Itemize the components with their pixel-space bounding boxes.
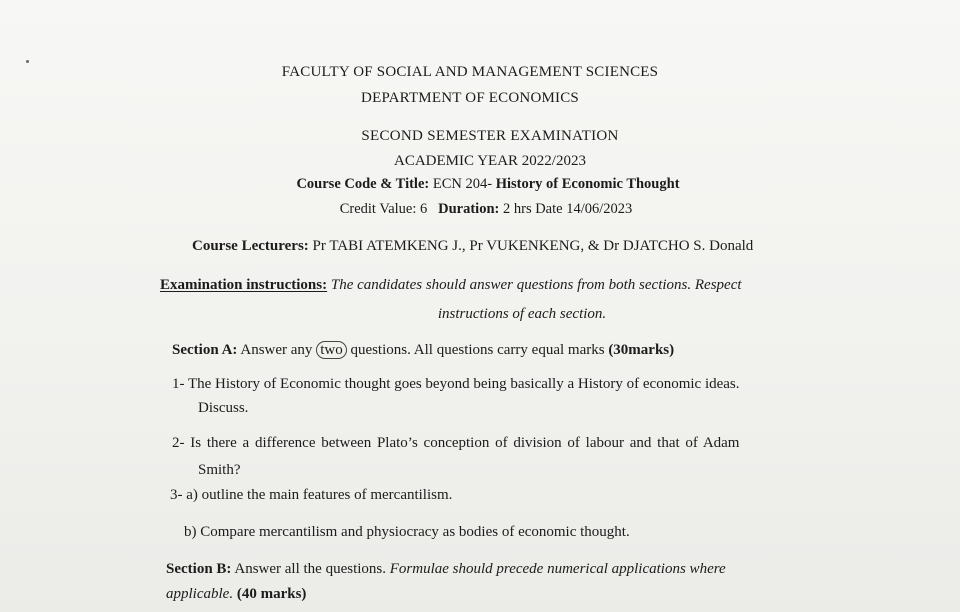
lecturers-label: Course Lecturers: bbox=[192, 238, 309, 254]
section-a-label: Section A: bbox=[172, 342, 238, 358]
section-a-header bbox=[172, 342, 674, 359]
section-b-marks: (40 marks) bbox=[236, 586, 307, 602]
department-heading: DEPARTMENT OF ECONOMICS bbox=[361, 90, 579, 106]
section-a-text-pre: Answer any bbox=[240, 342, 313, 358]
question-2-line-1: 2- Is there a difference between Plato’s conception of division of labour and that of Adam bbox=[172, 435, 740, 451]
duration-date: 2 hrs Date 14/06/2023 bbox=[502, 201, 633, 217]
course-lecturers bbox=[192, 238, 753, 255]
section-b-line-2 bbox=[166, 586, 306, 603]
lecturers-names: Pr TABI ATEMKENG J., Pr VUKENKENG, & Dr DJATCHO S. Donald bbox=[312, 238, 754, 254]
question-1-line-1: 1- The History of Economic thought goes beyond being basically a History of economic ideas. bbox=[172, 376, 740, 392]
question-3a: 3- a) outline the main features of mercantilism. bbox=[170, 487, 453, 503]
section-b-italic-line-1: Formulae should precede numerical applications where bbox=[389, 561, 726, 577]
section-b-text: Answer all the questions. bbox=[234, 561, 386, 577]
instructions-label: Examination instructions: bbox=[160, 277, 328, 293]
circled-word: two bbox=[316, 341, 347, 359]
duration-label: Duration: bbox=[438, 201, 500, 217]
course-title: History of Economic Thought bbox=[495, 176, 680, 192]
section-b-header bbox=[166, 561, 726, 578]
academic-year: ACADEMIC YEAR 2022/2023 bbox=[394, 153, 586, 169]
credit-value: Credit Value: 6 bbox=[339, 201, 428, 217]
instructions-line-2: instructions of each section. bbox=[437, 306, 607, 322]
section-a-text-post: questions. All questions carry equal marks bbox=[350, 342, 605, 358]
instructions-line-1: The candidates should answer questions from both sections. Respect bbox=[330, 277, 742, 293]
section-b-italic-line-2: applicable. bbox=[166, 586, 234, 602]
question-1-line-2: Discuss. bbox=[198, 400, 249, 416]
faculty-heading: FACULTY OF SOCIAL AND MANAGEMENT SCIENCES bbox=[281, 64, 659, 80]
exam-instructions bbox=[160, 277, 742, 294]
section-b-label: Section B: bbox=[166, 561, 232, 577]
ink-speck bbox=[26, 60, 29, 63]
section-a-marks: (30marks) bbox=[608, 342, 675, 358]
credit-duration-date bbox=[6, 201, 960, 218]
exam-title: SECOND SEMESTER EXAMINATION bbox=[361, 128, 619, 144]
course-code: ECN 204- bbox=[432, 176, 493, 192]
question-2-line-2: Smith? bbox=[198, 462, 241, 478]
course-label: Course Code & Title: bbox=[296, 176, 430, 192]
question-3b: b) Compare mercantilism and physiocracy as bodies of economic thought. bbox=[184, 524, 630, 540]
course-code-title bbox=[8, 176, 960, 193]
